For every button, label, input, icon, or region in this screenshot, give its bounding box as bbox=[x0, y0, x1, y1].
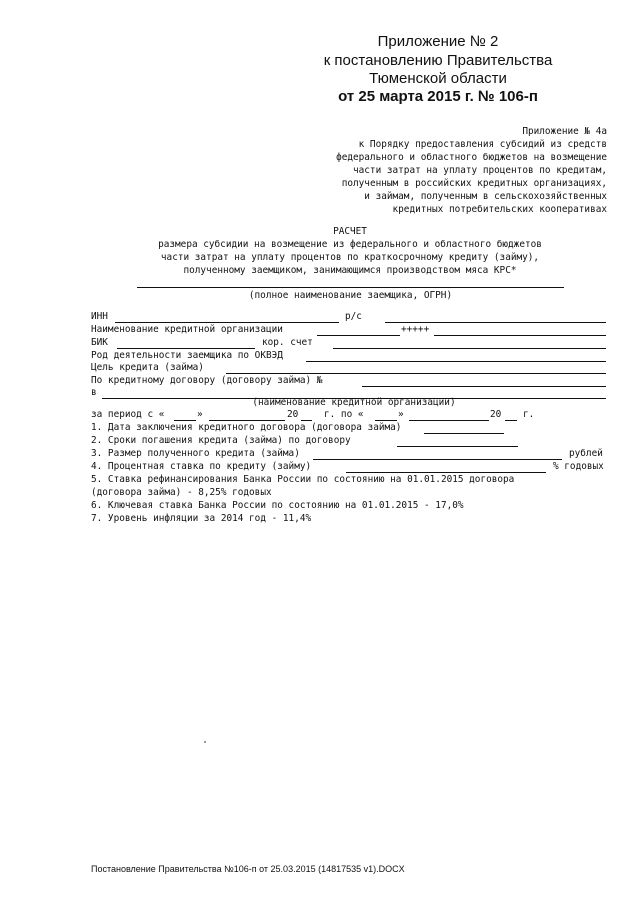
borrower-name-line[interactable] bbox=[137, 287, 564, 288]
period-to-year[interactable] bbox=[505, 420, 517, 421]
item-5-cont: (договора займа) - 8,25% годовых bbox=[91, 487, 272, 498]
pct-label: % годовых bbox=[553, 461, 604, 472]
period-from-month[interactable] bbox=[209, 420, 285, 421]
quote-close: » bbox=[398, 409, 404, 420]
okved-field[interactable] bbox=[306, 361, 606, 362]
appendix-line: к Порядку предоставления субсидий из средств bbox=[358, 139, 607, 150]
appendix-line: полученным в российских кредитных организациях, bbox=[341, 178, 607, 189]
period-from-label: за период с « bbox=[91, 409, 165, 420]
item-5: 5. Ставка рефинансирования Банка России по состоянию на 01.01.2015 договора bbox=[91, 474, 515, 485]
appendix-title: Приложение № 4а bbox=[522, 126, 607, 137]
item-1-field[interactable] bbox=[424, 433, 504, 434]
period-to-month[interactable] bbox=[409, 420, 489, 421]
item-6: 6. Ключевая ставка Банка России по состоянию на 01.01.2015 - 17,0% bbox=[91, 500, 464, 511]
year-prefix: 20 bbox=[287, 409, 299, 420]
item-3-field[interactable] bbox=[313, 459, 562, 460]
credit-org-field-2[interactable] bbox=[434, 335, 606, 336]
calc-subtitle: части затрат на уплату процентов по краткосрочному кредиту (займу), bbox=[160, 252, 540, 263]
item-4: 4. Процентная ставка по кредиту (займу) bbox=[91, 461, 312, 472]
item-2-field[interactable] bbox=[397, 446, 518, 447]
rs-label: р/с bbox=[345, 311, 362, 322]
plus-marks: +++++ bbox=[401, 324, 430, 335]
inn-field[interactable] bbox=[115, 322, 339, 323]
calc-subtitle: размера субсидии на возмещение из федерального и областного бюджетов bbox=[158, 239, 542, 250]
period-from-year[interactable] bbox=[301, 420, 312, 421]
period-to-day[interactable] bbox=[375, 420, 397, 421]
okved-label: Род деятельности заемщика по ОКВЭД bbox=[91, 350, 283, 361]
year-suffix: г. bbox=[523, 409, 535, 420]
credit-org-label: Наименование кредитной организации bbox=[91, 324, 283, 335]
purpose-label: Цель кредита (займа) bbox=[91, 362, 204, 373]
period-from-day[interactable] bbox=[174, 420, 196, 421]
borrower-caption: (полное наименование заемщика, ОГРН) bbox=[248, 290, 453, 301]
calc-title: РАСЧЕТ bbox=[333, 226, 367, 237]
footer-filename: Постановление Правительства №106-п от 25.03.2015 (14817535 v1).DOCX bbox=[91, 864, 405, 874]
header-line-2: к постановлению Правительства bbox=[323, 52, 553, 69]
appendix-line: части затрат на уплату процентов по кредитам, bbox=[353, 165, 607, 176]
header-line-3: Тюменской области bbox=[369, 70, 507, 87]
appendix-line: федерального и областного бюджетов на возмещение bbox=[336, 152, 607, 163]
calc-subtitle: полученному заемщиком, занимающимся производством мяса КРС* bbox=[183, 265, 517, 276]
kor-field[interactable] bbox=[333, 348, 606, 349]
item-4-field[interactable] bbox=[346, 472, 546, 473]
item-7: 7. Уровень инфляции за 2014 год - 11,4% bbox=[91, 513, 312, 524]
bik-label: БИК bbox=[91, 337, 108, 348]
rs-field[interactable] bbox=[385, 322, 606, 323]
year-prefix: 20 bbox=[490, 409, 502, 420]
contract-label: По кредитному договору (договору займа) № bbox=[91, 375, 323, 386]
inn-label: ИНН bbox=[91, 311, 108, 322]
appendix-line: и займам, полученным в сельскохозяйственных bbox=[364, 191, 607, 202]
item-1: 1. Дата заключения кредитного договора (договора займа) bbox=[91, 422, 402, 433]
contract-field[interactable] bbox=[362, 386, 606, 387]
credit-org-field[interactable] bbox=[317, 335, 400, 336]
rub-label: рублей bbox=[569, 448, 603, 459]
quote-close: » bbox=[197, 409, 203, 420]
bik-field[interactable] bbox=[117, 348, 255, 349]
credit-org-caption: (наименование кредитной организации) bbox=[252, 397, 456, 408]
kor-label: кор. счет bbox=[262, 337, 313, 348]
purpose-field[interactable] bbox=[226, 373, 606, 374]
header-line-4: от 25 марта 2015 г. № 106-п bbox=[338, 88, 538, 105]
header-line-1: Приложение № 2 bbox=[377, 33, 499, 50]
scan-speck bbox=[204, 741, 206, 743]
appendix-line: кредитных потребительских кооперативах bbox=[392, 204, 607, 215]
period-to-label: г. по « bbox=[324, 409, 364, 420]
item-3: 3. Размер полученного кредита (займа) bbox=[91, 448, 300, 459]
in-label: в bbox=[91, 387, 97, 398]
item-2: 2. Сроки погашения кредита (займа) по договору bbox=[91, 435, 351, 446]
